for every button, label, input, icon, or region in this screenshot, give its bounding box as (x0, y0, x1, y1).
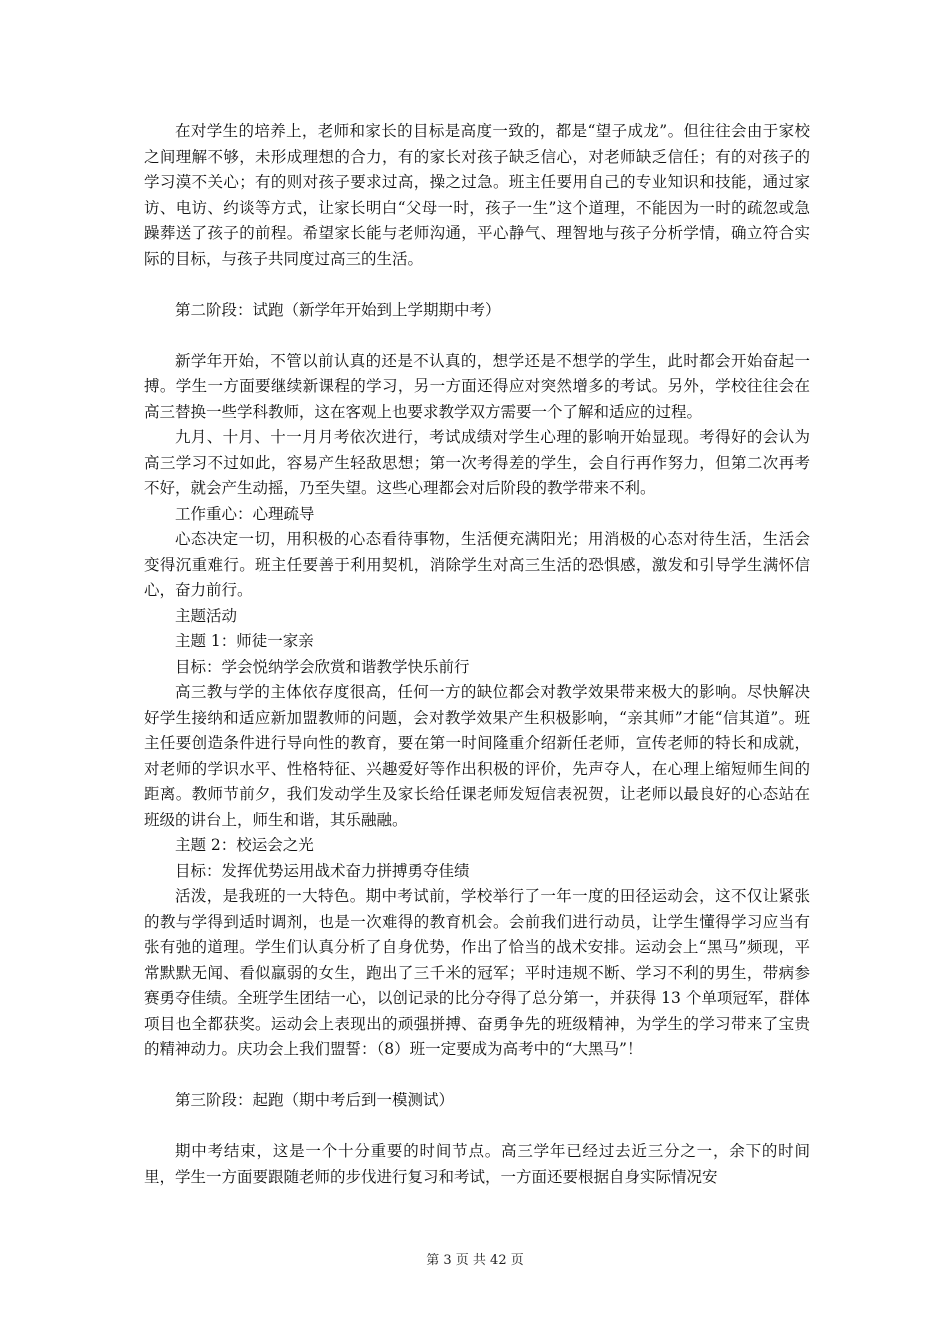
paragraph-parent-cooperation: 在对学生的培养上，老师和家长的目标是高度一致的，都是“望子成龙”。但往往会由于家校之间理解不够，未形成理想的合力，有的家长对孩子缺乏信心，对老师缺乏信任；有的对孩子的学习漠不关心；有的则对孩子要求过高，操之过急。班主任要用自己的专业知识和技能，通过家访、电访、约谈等方式，让家长明白“父母一时，孩子一生”这个道理，不能因为一时的疏忽或急躁葬送了孩子的前程。希望家长能与老师沟通，平心静气、理智地与孩子分析学情，确立符合实际的目标，与孩子共同度过高三的生活。 (144, 122, 810, 268)
work-focus-heading: 工作重心：心理疏导 (175, 504, 315, 523)
spacer (144, 272, 810, 298)
spacer (144, 1063, 810, 1089)
document-body (144, 119, 810, 1190)
paragraph-new-school-year: 新学年开始，不管以前认真的还是不认真的，想学还是不想学的学生，此时都会开始奋起一搏。学生一方面要继续新课程的学习，另一方面还得应对突然增多的考试。另外，学校往往会在高三替换一些学科教师，这在客观上也要求教学双方需要一个了解和适应的过程。 (144, 351, 810, 421)
paragraph-teacher-student: 高三教与学的主体依存度很高，任何一方的缺位都会对教学效果带来极大的影响。尽快解决好学生接纳和适应新加盟教师的问题，会对教学效果产生积极影响，“亲其师”才能“信其道”。班主任要创造条件进行导向性的教育，要在第一时间隆重介绍新任老师，宣传老师的特长和成就，对老师的学识水平、性格特征、兴趣爱好等作出积极的评价，先声夺人，在心理上缩短师生间的距离。教师节前夕，我们发动学生及家长给任课老师发短信表祝贺，让老师以最良好的心态站在班级的讲台上，师生和谐，其乐融融。 (144, 683, 810, 829)
theme-1-goal: 目标：学会悦纳学会欣赏和谐教学快乐前行 (175, 657, 470, 676)
theme-1-heading: 主题 1：师徒一家亲 (175, 632, 314, 650)
section-heading-stage-3: 第三阶段：起跑（期中考后到一模测试） (175, 1091, 455, 1109)
paragraph-mindset: 心态决定一切，用积极的心态看待事物，生活便充满阳光；用消极的心态对待生活，生活会变得沉重难行。班主任要善于利用契机，消除学生对高三生活的恐惧感，激发和引导学生满怀信心，奋力前行。 (144, 530, 810, 599)
page-number-footer: 第 3 页 共 42 页 (426, 1253, 524, 1268)
paragraph-sports-meet: 活泼，是我班的一大特色。期中考试前，学校举行了一年一度的田径运动会，这不仅让紧张的教与学得到适时调剂，也是一次难得的教育机会。会前我们进行动员，让学生懂得学习应当有张有弛的道理。学生们认真分析了自身优势，作出了恰当的战术安排。运动会上“黑马”频现，平常默默无闻、看似羸弱的女生，跑出了三千米的冠军；平时违规不断、学习不利的男生，带病参赛勇夺佳绩。全班学生团结一心，以创记录的比分夺得了总分第一，并获得 13 个单项冠军，群体项目也全都获奖。运动会上表现出的顽强拼搏、奋勇争先的班级精神，为学生的学习带来了宝贵的精神动力。庆功会上我们盟誓：（8）班一定要成为高考中的“大黑马”！ (144, 887, 810, 1058)
section-heading-stage-2: 第二阶段：试跑（新学年开始到上学期期中考） (175, 300, 501, 319)
theme-2-heading: 主题 2：校运会之光 (175, 836, 314, 854)
paragraph-monthly-exams: 九月、十月、十一月月考依次进行，考试成绩对学生心理的影响开始显现。考得好的会认为高三学习不过如此，容易产生轻敌思想；第一次考得差的学生，会自行再作努力，但第二次再考不好，就会产生动摇，乃至失望。这些心理都会对后阶段的教学带来不利。 (144, 428, 810, 497)
theme-2-goal: 目标：发挥优势运用战术奋力拼搏勇夺佳绩 (175, 861, 470, 880)
spacer (144, 1114, 810, 1140)
paragraph-midterm-end: 期中考结束，这是一个十分重要的时间节点。高三学年已经过去近三分之一，余下的时间里，学生一方面要跟随老师的步伐进行复习和考试，一方面还要根据自身实际情况安 (144, 1142, 810, 1186)
spacer (144, 323, 810, 349)
theme-activities-heading: 主题活动 (175, 606, 238, 625)
